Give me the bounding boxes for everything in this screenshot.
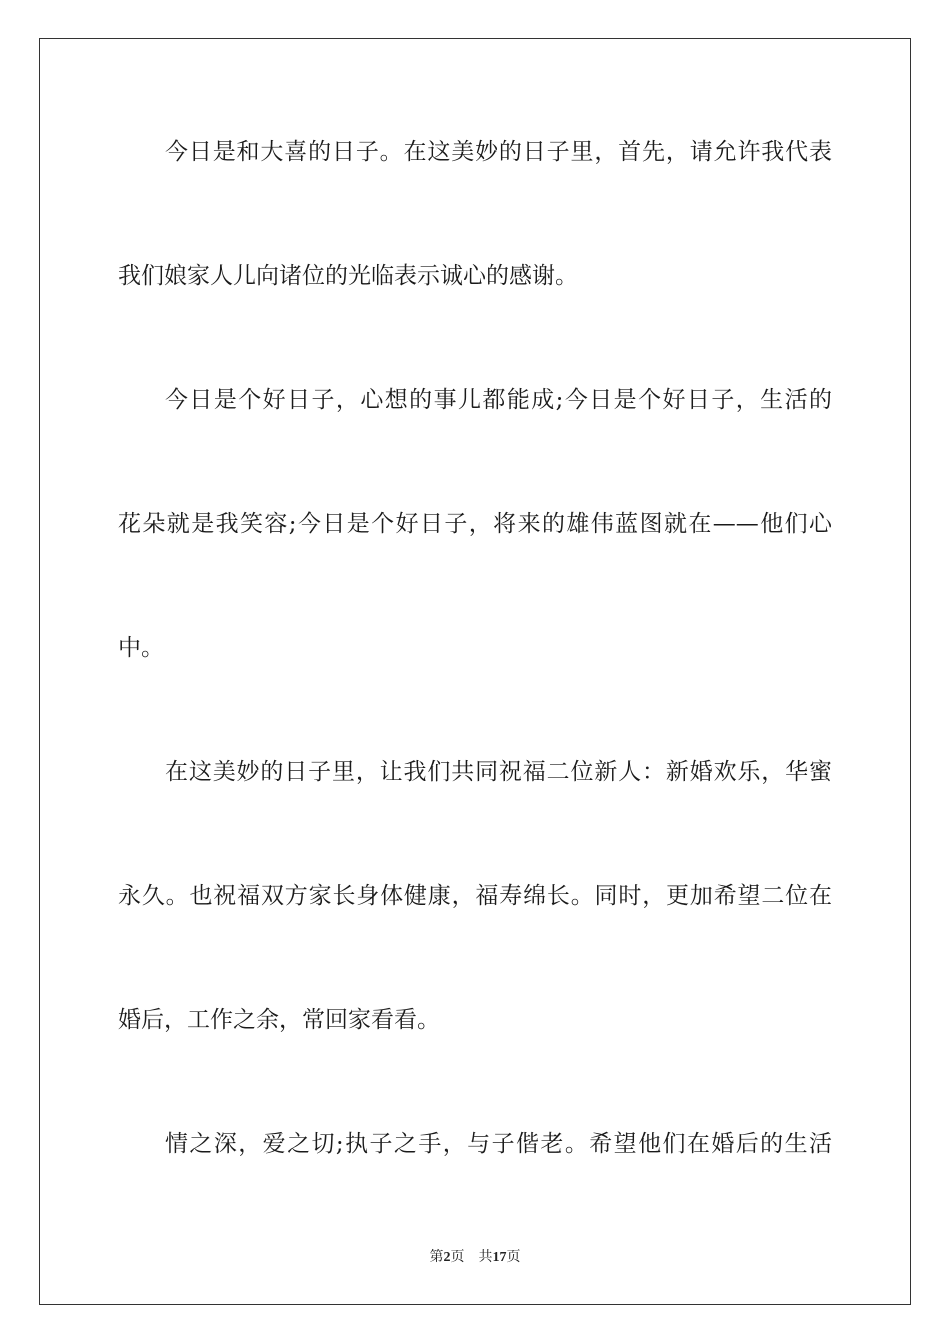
paragraph-3-line-2: 永久。也祝福双方家长身体健康，福寿绵长。同时，更加希望二位在	[118, 883, 832, 909]
page-border	[39, 38, 911, 1305]
page-footer	[0, 1248, 950, 1268]
paragraph-1-line-1: 今日是和大喜的日子。在这美妙的日子里，首先，请允许我代表	[165, 139, 832, 165]
paragraph-2-line-2: 花朵就是我笑容;今日是个好日子，将来的雄伟蓝图就在——他们心	[118, 511, 832, 537]
total-prefix: 共	[478, 1250, 493, 1265]
paragraph-4-line-1: 情之深，爱之切;执子之手，与子偕老。希望他们在婚后的生活	[165, 1131, 832, 1157]
paragraph-2-line-1: 今日是个好日子，心想的事儿都能成;今日是个好日子，生活的	[165, 387, 832, 413]
paragraph-2-line-3: 中。	[118, 635, 164, 661]
page-total-number: 17	[492, 1250, 507, 1265]
page-current-number: 2	[443, 1250, 451, 1265]
page-prefix: 第	[429, 1250, 444, 1265]
page-unit: 页	[450, 1250, 465, 1265]
paragraph-3-line-1: 在这美妙的日子里，让我们共同祝福二位新人：新婚欢乐，华蜜	[165, 759, 832, 785]
paragraph-3-line-3: 婚后，工作之余，常回家看看。	[118, 1007, 440, 1033]
total-unit: 页	[506, 1250, 521, 1265]
paragraph-1-line-2: 我们娘家人儿向诸位的光临表示诚心的感谢。	[118, 263, 578, 289]
